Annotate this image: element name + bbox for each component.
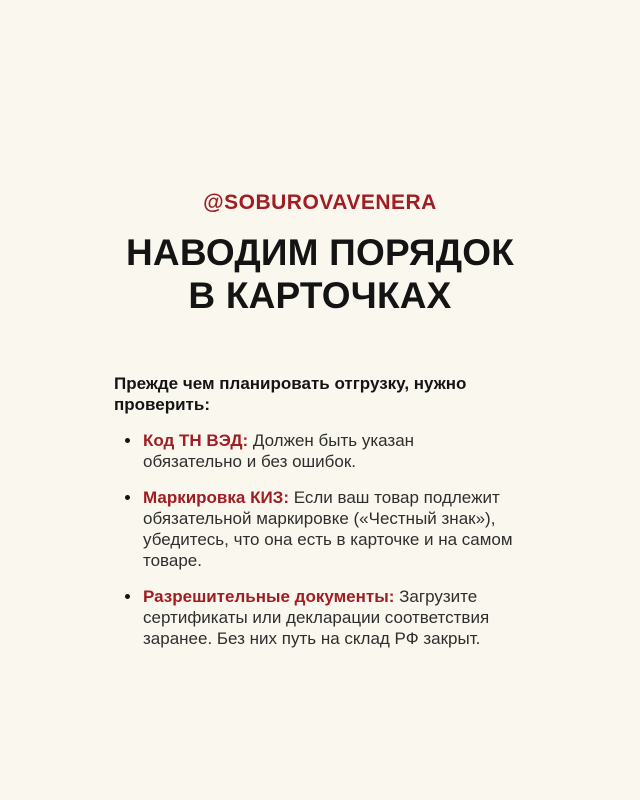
page-title-line-1: НАВОДИМ ПОРЯДОК	[125, 232, 515, 273]
intro-text: Прежде чем планировать отгрузку, нужно проверить:	[114, 374, 467, 414]
bullet-text: Если ваш товар подлежит обязательной маркировке («Честный знак»), убедитесь, что она есть в карточке и на самом товаре.	[143, 488, 513, 570]
list-item-documents	[114, 586, 516, 649]
body-content	[114, 373, 516, 649]
list-item-tnved	[114, 430, 516, 472]
list-item-kiz	[114, 487, 516, 571]
checklist	[114, 430, 516, 649]
bullet-label: Код ТН ВЭД:	[143, 431, 249, 450]
bullet-dot-icon	[125, 438, 130, 443]
bullet-text: Загрузите сертификаты или декларации соответствия заранее. Без них путь на склад РФ закрыт.	[143, 587, 490, 648]
bullet-dot-icon	[125, 495, 130, 500]
bullet-label: Разрешительные документы:	[143, 587, 395, 606]
page-title-line-2: В КАРТОЧКАХ	[188, 275, 452, 316]
bullet-label: Маркировка КИЗ:	[143, 488, 289, 507]
bullet-text: Должен быть указан обязательно и без ошибок.	[143, 431, 415, 471]
page-title	[0, 231, 640, 317]
account-handle: @SOBUROVAVENERA	[203, 191, 437, 214]
bullet-dot-icon	[125, 594, 130, 599]
